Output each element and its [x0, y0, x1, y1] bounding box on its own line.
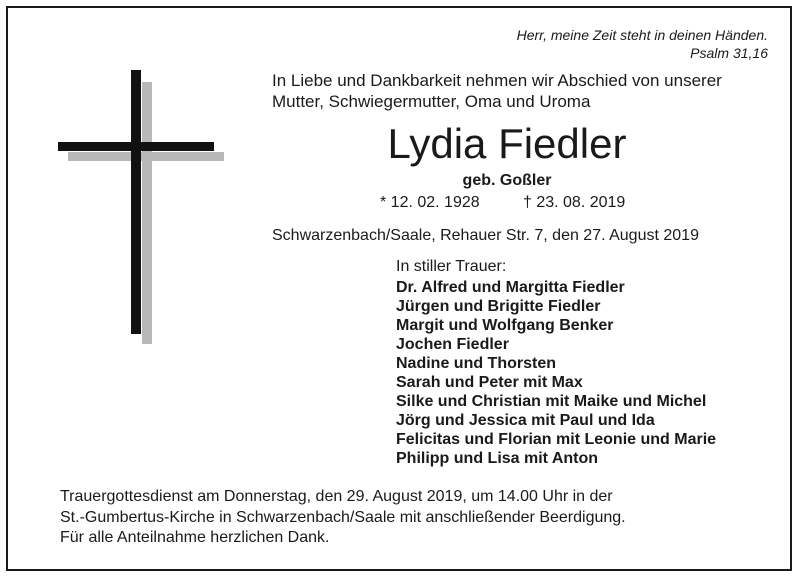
mourner-item: Philipp und Lisa mit Anton — [396, 450, 599, 467]
service-line-1: Trauergottesdienst am Donnerstag, den 29. August 2019, um 14.00 Uhr in der — [60, 488, 613, 505]
mourners-list — [396, 278, 716, 468]
intro-line-2: Mutter, Schwiegermutter, Oma und Uroma — [272, 92, 591, 111]
mourner-item: Jörg und Jessica mit Paul und Ida — [396, 412, 655, 429]
mourner-item: Sarah und Peter mit Max — [396, 374, 583, 391]
intro-text — [272, 70, 722, 112]
birth-date: * 12. 02. 1928 — [380, 194, 480, 211]
mourner-item: Nadine und Thorsten — [396, 355, 556, 372]
mourner-item: Silke und Christian mit Maike und Michel — [396, 393, 707, 410]
intro-line-1: In Liebe und Dankbarkeit nehmen wir Abschied von unserer — [272, 71, 722, 90]
maiden-name: geb. Goßler — [462, 172, 552, 189]
mourner-item: Dr. Alfred und Margitta Fiedler — [396, 279, 625, 296]
mourner-item: Jürgen und Brigitte Fiedler — [396, 298, 601, 315]
bible-reference: Psalm 31,16 — [690, 45, 768, 61]
deceased-name: Lydia Fiedler — [387, 120, 627, 167]
thanks-text: Für alle Anteilnahme herzlichen Dank. — [60, 529, 330, 546]
mourners-label: In stiller Trauer: — [396, 258, 507, 275]
cross-horizontal-beam — [58, 142, 214, 151]
cross-vertical-beam — [131, 70, 141, 334]
place-date: Schwarzenbach/Saale, Rehauer Str. 7, den 27. August 2019 — [272, 227, 699, 244]
bible-quote: Herr, meine Zeit steht in deinen Händen. — [516, 27, 768, 43]
mourner-item: Jochen Fiedler — [396, 336, 509, 353]
mourner-item: Margit und Wolfgang Benker — [396, 317, 614, 334]
cross-shadow-horizontal — [68, 152, 224, 161]
death-date: † 23. 08. 2019 — [523, 194, 626, 211]
service-line-2: St.-Gumbertus-Kirche in Schwarzenbach/Saale mit anschließender Beerdigung. — [60, 509, 626, 526]
service-info — [60, 486, 626, 528]
mourner-item: Felicitas und Florian mit Leonie und Marie — [396, 431, 717, 448]
cross-icon — [56, 70, 236, 350]
cross-shadow-vertical — [142, 82, 152, 344]
